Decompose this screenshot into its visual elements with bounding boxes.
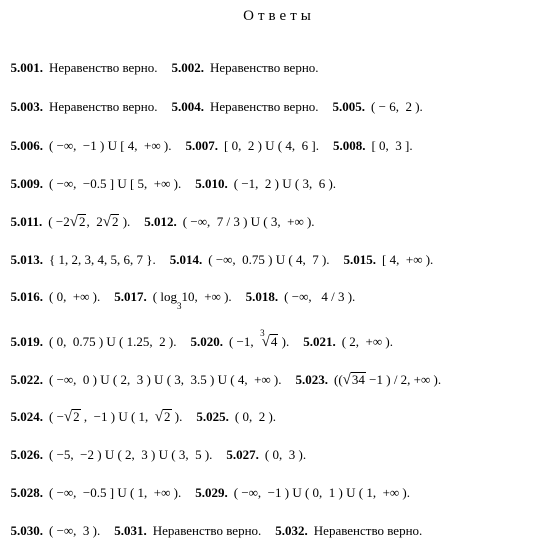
- answer-text: ( 0, 2 ).: [234, 409, 277, 424]
- sqrt-icon: √: [342, 372, 351, 388]
- answer-number: 5.010.: [195, 176, 228, 191]
- answer-number: 5.027.: [226, 447, 259, 462]
- answer-text: [49, 409, 182, 424]
- answer-part: ).: [171, 409, 183, 424]
- answer-row: [4, 122, 427, 154]
- radicand: 2: [164, 409, 171, 424]
- answer-number: 5.019.: [10, 334, 43, 349]
- answer-part: ((: [334, 372, 343, 387]
- sqrt-icon: √: [154, 409, 164, 425]
- answer-part: , 2: [86, 214, 103, 229]
- answer-text: Неравенство верно.: [49, 99, 158, 114]
- answer-text: ( −5, −2 ) U ( 2, 3 ) U ( 3, 5 ).: [49, 447, 213, 462]
- answer-row: [4, 198, 329, 230]
- answer-row: [4, 393, 290, 425]
- answer-number: 5.002.: [171, 60, 205, 75]
- answer-text: [334, 372, 441, 387]
- answer-text: Неравенство верно.: [210, 60, 319, 75]
- answer-row: [4, 318, 407, 351]
- answer-text: [48, 214, 130, 229]
- answer-number: 5.031.: [114, 523, 147, 538]
- answer-text: Неравенство верно.: [313, 523, 423, 538]
- answer-part: −1 ) / 2, +∞ ).: [365, 372, 442, 387]
- answer-row: [4, 236, 447, 268]
- answer-number: 5.008.: [332, 138, 366, 153]
- answer-row: [4, 469, 424, 501]
- answer-text: ( −∞, 0 ) U ( 2, 3 ) U ( 3, 3.5 ) U ( 4, +∞ ).: [49, 372, 282, 387]
- answer-part: ( −: [49, 409, 64, 424]
- answer-text: ( 0, +∞ ).: [49, 289, 101, 304]
- answer-text: ( 2, +∞ ).: [341, 334, 393, 349]
- answer-number: 5.013.: [10, 252, 43, 267]
- answer-text: ( − 6, 2 ).: [371, 99, 423, 114]
- sqrt-icon: √: [261, 334, 270, 350]
- answer-text: ( −∞, −1 ) U [ 4, +∞ ).: [49, 138, 172, 153]
- answer-text: ( −1, 2 ) U ( 3, 6 ).: [233, 176, 337, 191]
- radicand: 2: [111, 214, 119, 229]
- answer-number: 5.012.: [144, 214, 177, 229]
- answer-row: [4, 431, 320, 463]
- answer-number: 5.016.: [10, 289, 43, 304]
- answer-number: 5.028.: [10, 485, 43, 500]
- answer-number: 5.014.: [169, 252, 203, 267]
- answer-row: [4, 83, 437, 115]
- answer-number: 5.023.: [295, 372, 328, 387]
- answer-text: ( −∞, 0.75 ) U ( 4, 7 ).: [208, 252, 330, 267]
- answer-text: ( −∞, 7 / 3 ) U ( 3, +∞ ).: [182, 214, 315, 229]
- answer-number: 5.004.: [171, 99, 205, 114]
- root-index: 3: [260, 328, 265, 338]
- answer-row: [4, 44, 333, 76]
- answer-number: 5.006.: [10, 138, 43, 153]
- answer-text: Неравенство верно.: [49, 60, 158, 75]
- answer-text: ( 0, 3 ).: [264, 447, 307, 462]
- answer-text: [152, 289, 232, 311]
- answer-text: ( −∞, 4 / 3 ).: [284, 289, 356, 304]
- sqrt-icon: √: [69, 214, 78, 230]
- answer-text: [ 4, +∞ ).: [382, 252, 434, 267]
- answer-number: 5.021.: [303, 334, 336, 349]
- radicand: 2: [78, 214, 86, 229]
- answer-part: 10, +∞ ).: [181, 289, 232, 304]
- answer-number: 5.003.: [10, 99, 43, 114]
- answer-part: ).: [119, 214, 131, 229]
- answer-number: 5.032.: [275, 523, 308, 538]
- answer-text: [ 0, 2 ) U ( 4, 6 ].: [223, 138, 319, 153]
- answer-text: ( 0, 0.75 ) U ( 1.25, 2 ).: [49, 334, 177, 349]
- answer-part: ( log: [152, 289, 177, 304]
- answer-number: 5.029.: [195, 485, 228, 500]
- answer-part: ( −2: [48, 214, 70, 229]
- answer-number: 5.017.: [114, 289, 147, 304]
- answer-text: ( −∞, −0.5 ] U ( 1, +∞ ).: [49, 485, 182, 500]
- answer-number: 5.024.: [10, 409, 43, 424]
- answer-text: [ 0, 3 ].: [371, 138, 413, 153]
- answer-number: 5.026.: [10, 447, 43, 462]
- answer-number: 5.009.: [10, 176, 43, 191]
- answer-text: ( −∞, −1 ) U ( 0, 1 ) U ( 1, +∞ ).: [233, 485, 411, 500]
- answer-number: 5.018.: [245, 289, 279, 304]
- radicand: 2: [73, 409, 80, 424]
- radicand: 4: [270, 334, 278, 349]
- answer-number: 5.005.: [332, 99, 366, 114]
- answer-part: ).: [278, 334, 290, 349]
- answer-row: [4, 160, 350, 192]
- answer-part: , −1 ) U ( 1,: [80, 409, 155, 424]
- answer-text: ( −∞, 3 ).: [49, 523, 101, 538]
- answer-row: [4, 356, 455, 388]
- answer-text: [228, 328, 290, 350]
- answer-text: { 1, 2, 3, 4, 5, 6, 7 }.: [49, 252, 156, 267]
- answer-number: 5.020.: [190, 334, 223, 349]
- answer-number: 5.022.: [10, 372, 43, 387]
- answer-text: Неравенство верно.: [152, 523, 262, 538]
- answer-text: ( −∞, −0.5 ] U [ 5, +∞ ).: [49, 176, 182, 191]
- answer-number: 5.015.: [343, 252, 377, 267]
- log-base: 3: [176, 301, 182, 311]
- answer-row: [4, 273, 369, 311]
- answer-number: 5.011.: [10, 214, 43, 229]
- page-title: Ответы: [243, 8, 315, 24]
- radicand: 34: [351, 372, 365, 387]
- sqrt-icon: √: [102, 214, 111, 230]
- answer-number: 5.030.: [10, 523, 43, 538]
- answer-part: ( −1,: [228, 334, 261, 349]
- sqrt-icon: √: [63, 409, 73, 425]
- answer-number: 5.025.: [196, 409, 229, 424]
- answer-number: 5.007.: [185, 138, 218, 153]
- answer-row: [4, 507, 436, 539]
- answer-number: 5.001.: [10, 60, 43, 75]
- answer-text: Неравенство верно.: [210, 99, 319, 114]
